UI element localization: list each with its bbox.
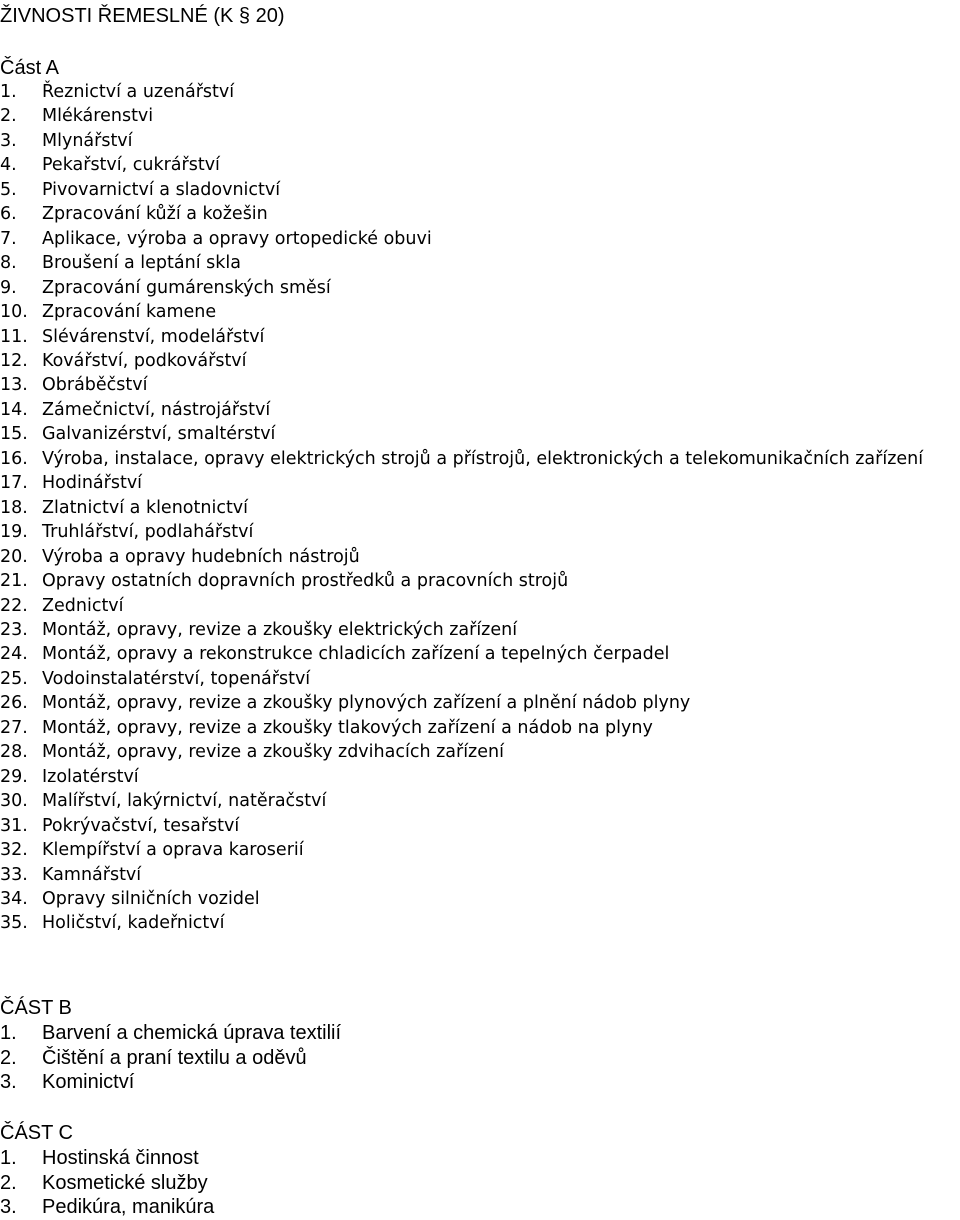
item-text: Čištění a praní textilu a oděvů: [42, 1046, 307, 1069]
item-number: 3.: [0, 1196, 17, 1218]
item-text: Kamnářství: [42, 864, 142, 885]
item-number: 22.: [0, 595, 28, 616]
list-item: [0, 838, 960, 862]
list-item: [0, 520, 960, 544]
item-text: Montáž, opravy, revize a zkoušky plynových zařízení a plnění nádob plyny: [42, 693, 691, 714]
list-item: [0, 202, 960, 226]
item-text: Pedikúra, manikúra: [42, 1196, 215, 1218]
list-item: [0, 863, 960, 887]
list-item: [0, 178, 960, 202]
item-number: 7.: [0, 228, 17, 249]
item-number: 32.: [0, 840, 28, 861]
item-number: 29.: [0, 766, 28, 787]
list-item: [0, 1046, 960, 1071]
item-text: Pekařství, cukrářství: [42, 155, 220, 176]
item-text: Truhlářství, podlahářství: [42, 522, 254, 543]
item-text: Mlékárenstvi: [42, 106, 154, 127]
list-item: [0, 373, 960, 397]
item-number: 10.: [0, 302, 28, 323]
item-number: 26.: [0, 693, 28, 714]
list-item: [0, 251, 960, 275]
item-text: Kosmetické služby: [42, 1171, 208, 1194]
list-item: [0, 398, 960, 422]
item-text: Obráběčství: [42, 375, 148, 396]
item-number: 4.: [0, 155, 17, 176]
item-number: 17.: [0, 473, 28, 494]
item-text: Montáž, opravy a rekonstrukce chladicích zařízení a tepelných čerpadel: [42, 644, 670, 665]
list-item: [0, 276, 960, 300]
item-text: Pivovarnictví a sladovnictví: [42, 179, 281, 200]
item-text: Zpracování gumárenských směsí: [42, 277, 331, 298]
list-item: [0, 1021, 960, 1046]
list-item: [0, 642, 960, 666]
page-title: ŽIVNOSTI ŘEMESLNÉ (K § 20): [0, 5, 285, 27]
item-text: Holičství, kadeřnictví: [42, 913, 225, 934]
item-number: 16.: [0, 448, 28, 469]
item-number: 1.: [0, 1022, 17, 1044]
list-item: [0, 1146, 960, 1171]
list-item: [0, 814, 960, 838]
item-text: Kovářství, podkovářství: [42, 350, 247, 371]
list-item: [0, 667, 960, 691]
list-item: [0, 789, 960, 813]
item-text: Montáž, opravy, revize a zkoušky elektrických zařízení: [42, 619, 518, 640]
item-number: 33.: [0, 864, 28, 885]
item-number: 6.: [0, 204, 17, 225]
item-number: 27.: [0, 717, 28, 738]
item-number: 28.: [0, 742, 28, 763]
list-item: [0, 422, 960, 446]
item-number: 9.: [0, 277, 17, 298]
item-number: 15.: [0, 424, 28, 445]
item-text: Broušení a leptání skla: [42, 253, 241, 274]
item-number: 21.: [0, 571, 28, 592]
item-number: 5.: [0, 179, 17, 200]
item-text: Slévárenství, modelářství: [42, 326, 265, 347]
item-number: 20.: [0, 546, 28, 567]
item-text: Vodoinstalatérství, topenářství: [42, 668, 311, 689]
list-item: [0, 545, 960, 569]
list-item: [0, 911, 960, 935]
item-text: Hodinářství: [42, 473, 143, 494]
item-number: 31.: [0, 815, 28, 836]
item-number: 35.: [0, 913, 28, 934]
list-item: [0, 129, 960, 153]
item-text: Opravy silničních vozidel: [42, 888, 260, 909]
list-item: [0, 1171, 960, 1196]
item-number: 24.: [0, 644, 28, 665]
item-number: 8.: [0, 253, 17, 274]
list-item: [0, 227, 960, 251]
item-text: Výroba, instalace, opravy elektrických strojů a přístrojů, elektronických a telekomunikačních zařízení: [42, 448, 924, 469]
item-number: 12.: [0, 350, 28, 371]
item-number: 1.: [0, 1147, 17, 1169]
item-text: Pokrývačství, tesařství: [42, 815, 240, 836]
part-a-heading: Část A: [0, 57, 59, 79]
list-item: [0, 569, 960, 593]
list-item: [0, 1195, 960, 1220]
list-item: [0, 618, 960, 642]
item-number: 2.: [0, 106, 17, 127]
item-text: Kominictví: [42, 1071, 135, 1093]
item-number: 18.: [0, 497, 28, 518]
item-text: Zednictví: [42, 595, 124, 616]
part-a-list: [0, 80, 960, 936]
item-number: 1.: [0, 82, 17, 102]
item-text: Zlatnictví a klenotnictví: [42, 497, 249, 518]
item-text: Montáž, opravy, revize a zkoušky zdvihacích zařízení: [42, 742, 504, 763]
list-item: [0, 447, 960, 471]
item-number: 30.: [0, 791, 28, 812]
item-number: 2.: [0, 1046, 17, 1069]
item-text: Výroba a opravy hudebních nástrojů: [42, 546, 360, 567]
item-number: 13.: [0, 375, 28, 396]
list-item: [0, 104, 960, 128]
list-item: [0, 471, 960, 495]
item-text: Opravy ostatních dopravních prostředků a pracovních strojů: [42, 571, 569, 592]
item-number: 2.: [0, 1171, 17, 1194]
item-text: Zpracování kůží a kožešin: [42, 204, 268, 225]
list-item: [0, 594, 960, 618]
item-text: Zpracování kamene: [42, 302, 217, 323]
list-item: [0, 691, 960, 715]
item-text: Galvanizérství, smaltérství: [42, 424, 276, 445]
item-number: 3.: [0, 130, 17, 151]
part-b-heading: ČÁST B: [0, 997, 72, 1019]
item-number: 25.: [0, 668, 28, 689]
part-c-list: [0, 1146, 960, 1220]
item-text: Aplikace, výroba a opravy ortopedické obuvi: [42, 228, 432, 249]
item-text: Barvení a chemická úprava textilií: [42, 1022, 342, 1044]
item-text: Klempířství a oprava karoserií: [42, 840, 304, 861]
item-number: 3.: [0, 1071, 17, 1093]
item-number: 34.: [0, 888, 28, 909]
list-item: [0, 716, 960, 740]
list-item: [0, 765, 960, 789]
item-text: Řeznictví a uzenářství: [42, 82, 235, 102]
item-text: Montáž, opravy, revize a zkoušky tlakových zařízení a nádob na plyny: [42, 717, 653, 738]
item-number: 11.: [0, 326, 28, 347]
list-item: [0, 153, 960, 177]
list-item: [0, 349, 960, 373]
item-text: Malířství, lakýrnictví, natěračství: [42, 791, 327, 812]
item-number: 23.: [0, 619, 28, 640]
list-item: [0, 325, 960, 349]
item-number: 19.: [0, 522, 28, 543]
list-item: [0, 80, 960, 104]
item-text: Mlynářství: [42, 130, 133, 151]
item-text: Hostinská činnost: [42, 1147, 199, 1169]
list-item: [0, 1070, 960, 1095]
list-item: [0, 496, 960, 520]
item-text: Izolatérství: [42, 766, 139, 787]
list-item: [0, 300, 960, 324]
item-text: Zámečnictví, nástrojářství: [42, 399, 271, 420]
part-b-list: [0, 1021, 960, 1095]
item-number: 14.: [0, 399, 28, 420]
list-item: [0, 740, 960, 764]
part-c-heading: ČÁST C: [0, 1122, 73, 1144]
list-item: [0, 887, 960, 911]
